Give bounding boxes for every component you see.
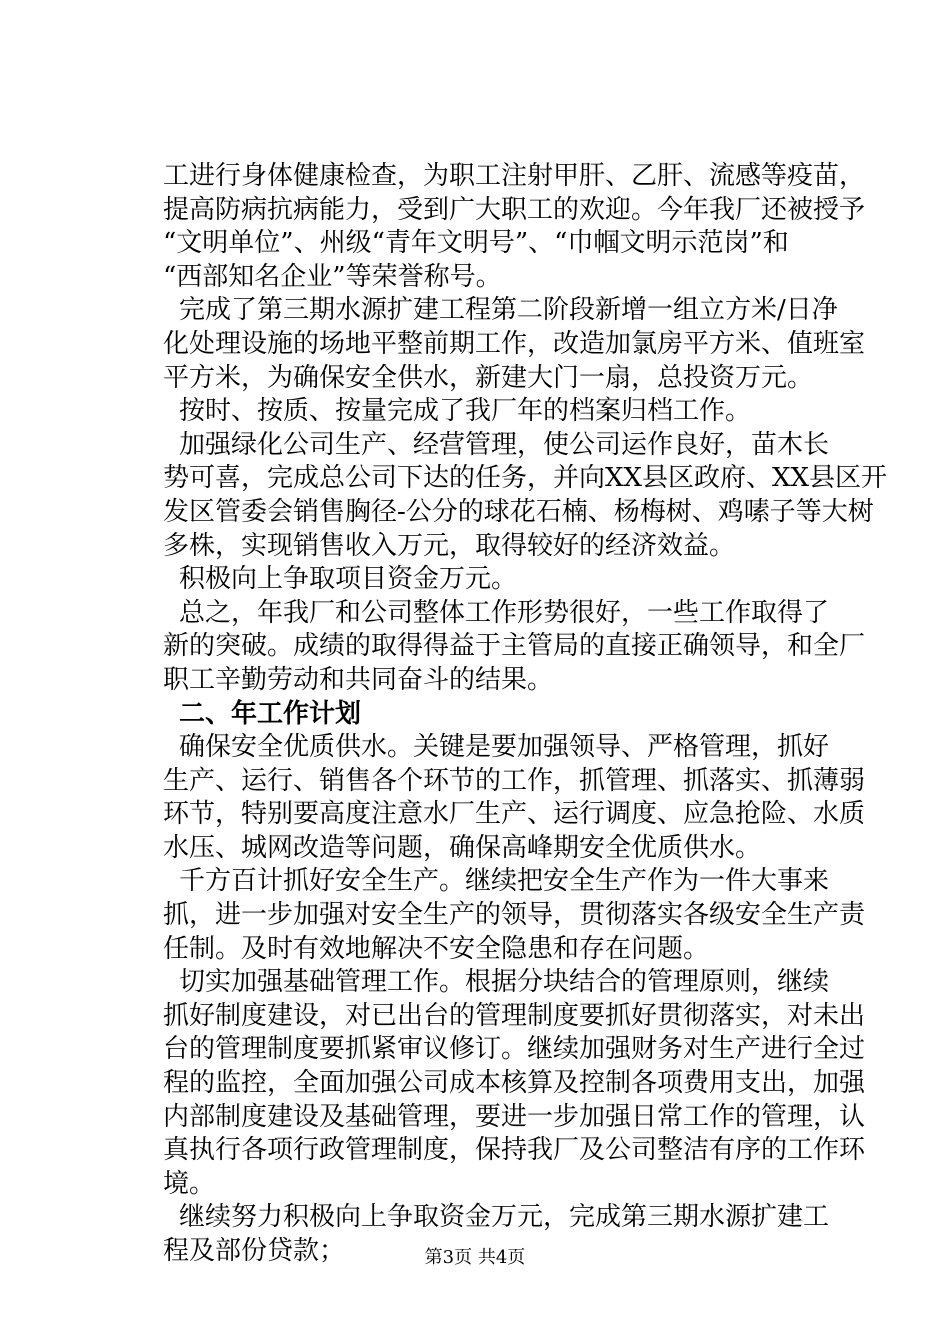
text-line: 境。 bbox=[163, 1168, 216, 1199]
paragraph-start-line: 加强绿化公司生产、经营管理，使公司运作良好，苗木长 bbox=[179, 429, 830, 460]
text-line: 提高防病抗病能力，受到广大职工的欢迎。今年我厂还被授予 bbox=[163, 194, 866, 225]
text-line: 新的突破。成绩的取得得益于主管局的直接正确领导，和全厂 bbox=[163, 631, 866, 662]
text-line: 职工辛勤劳动和共同奋斗的结果。 bbox=[163, 664, 554, 695]
paragraph-start-line: 按时、按质、按量完成了我厂年的档案归档工作。 bbox=[179, 396, 752, 427]
text-line: 台的管理制度要抓紧审议修订。继续加强财务对生产进行全过 bbox=[163, 1034, 866, 1065]
text-line: 环节，特别要高度注意水厂生产、运行调度、应急抢险、水质 bbox=[163, 799, 866, 830]
paragraph-start-line: 积极向上争取项目资金万元。 bbox=[179, 564, 518, 595]
text-line: 势可喜，完成总公司下达的任务，并向XX县区政府、XX县区开 bbox=[163, 463, 888, 494]
text-line: 工进行身体健康检查，为职工注射甲肝、乙肝、流感等疫苗， bbox=[163, 161, 866, 191]
text-line: 抓好制度建设，对已出台的管理制度要抓好贯彻落实，对未出 bbox=[163, 1000, 866, 1031]
text-line: 发区管委会销售胸径-公分的球花石楠、杨梅树、鸡嗉子等大树 bbox=[163, 496, 874, 527]
text-line: 程及部份贷款； bbox=[163, 1236, 346, 1266]
paragraph-start-line: 总之，年我厂和公司整体工作形势很好，一些工作取得了 bbox=[179, 597, 830, 628]
paragraph-start-line: 确保安全优质供水。关键是要加强领导、严格管理，抓好 bbox=[179, 732, 830, 763]
text-line: 生产、运行、销售各个环节的工作，抓管理、抓落实、抓薄弱 bbox=[163, 765, 866, 796]
paragraph-start-line: 完成了第三期水源扩建工程第二阶段新增一组立方米/日净 bbox=[179, 295, 838, 326]
section-heading: 二、年工作计划 bbox=[179, 698, 362, 729]
text-line: 抓，进一步加强对安全生产的领导，贯彻落实各级安全生产责 bbox=[163, 900, 866, 931]
text-line: 真执行各项行政管理制度，保持我厂及公司整洁有序的工作环 bbox=[163, 1135, 866, 1166]
text-line: 化处理设施的场地平整前期工作，改造加氯房平方米、值班室 bbox=[163, 328, 866, 359]
document-body bbox=[163, 160, 888, 1269]
text-line: “西部知名企业”等荣誉称号。 bbox=[163, 261, 502, 292]
text-line: 多株，实现销售收入万元，取得较好的经济效益。 bbox=[163, 530, 736, 561]
paragraph-start-line: 千方百计抓好安全生产。继续把安全生产作为一件大事来 bbox=[179, 866, 830, 897]
text-line: 任制。及时有效地解决不安全隐患和存在问题。 bbox=[163, 933, 710, 964]
paragraph-start-line: 切实加强基础管理工作。根据分块结合的管理原则，继续 bbox=[179, 967, 830, 998]
page-number-footer: 第3页 共4页 bbox=[424, 1247, 526, 1268]
paragraph-start-line: 继续努力积极向上争取资金万元，完成第三期水源扩建工 bbox=[179, 1202, 830, 1233]
text-line: 平方米，为确保安全供水，新建大门一扇，总投资万元。 bbox=[163, 362, 814, 393]
text-line: “文明单位”、州级“青年文明号”、“巾帼文明示范岗”和 bbox=[163, 228, 789, 259]
text-line: 内部制度建设及基础管理，要进一步加强日常工作的管理，认 bbox=[163, 1101, 866, 1132]
text-line: 程的监控，全面加强公司成本核算及控制各项费用支出，加强 bbox=[163, 1068, 866, 1099]
text-line: 水压、城网改造等问题，确保高峰期安全优质供水。 bbox=[163, 832, 762, 863]
